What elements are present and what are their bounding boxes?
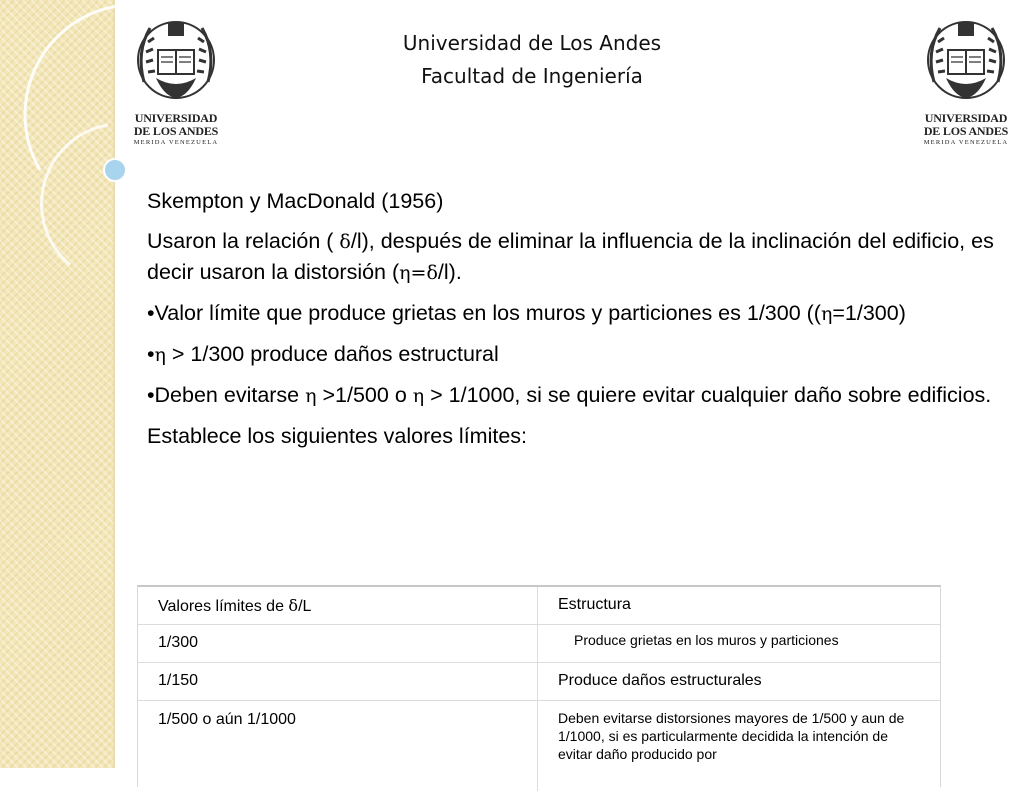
cell-limit: 1/500 o aún 1/1000	[138, 701, 538, 791]
paragraph-distortion	[147, 226, 997, 288]
limits-table	[137, 585, 941, 787]
text-fragment: /l), después de eliminar la influencia de la inclinación del edificio, es decir usaron la distorsión (	[147, 229, 994, 284]
text-fragment: /l).	[437, 260, 462, 284]
bullet-structural-damage	[147, 339, 997, 370]
university-title: Universidad de Los Andes	[402, 31, 662, 55]
eta-symbol: η	[305, 385, 317, 407]
logo-location: MERIDA VENEZUELA	[923, 139, 1009, 146]
logo-name-line2: DE LOS ANDES	[133, 124, 219, 138]
cell-structure: Produce grietas en los muros y particiones	[574, 632, 839, 648]
text-fragment: Usaron la relación (	[147, 229, 340, 253]
logo-name-line1: UNIVERSIDAD	[134, 111, 218, 125]
eta-symbol: η	[412, 385, 425, 407]
bullet-avoid-damage	[147, 380, 997, 411]
university-logo-left	[128, 12, 224, 152]
header-text: Valores límites de	[158, 598, 289, 615]
text-fragment: •Deben evitarse	[147, 383, 306, 407]
accent-dot	[104, 159, 126, 181]
table-header-row	[138, 587, 940, 625]
slide-body	[147, 186, 997, 461]
table-row	[138, 701, 940, 791]
delta-symbol: δ	[339, 231, 351, 253]
header-cell-structure: Estructura	[558, 596, 631, 613]
text-fragment: > 1/300 produce daños estructural	[165, 342, 499, 366]
text-fragment: =1/300)	[832, 301, 906, 325]
cell-structure: Deben evitarse distorsiones mayores de 1/500 y aun de 1/1000, si es particularmente decidida la intención de evitar daño producido por	[558, 710, 905, 762]
eta-symbol: η	[154, 344, 166, 366]
logo-name-line1: UNIVERSIDAD	[924, 111, 1008, 125]
bullet-mark: •	[147, 342, 155, 366]
eta-symbol: η	[820, 303, 833, 325]
university-crest-icon	[128, 12, 224, 110]
text-fragment: > 1/1000, si se quiere evitar cualquier daño sobre edificios.	[424, 383, 992, 407]
text-fragment: >1/500 o	[316, 383, 413, 407]
slide-title: Skempton y MacDonald (1956)	[147, 189, 444, 213]
header-text: /L	[298, 598, 312, 615]
header-cell-limits	[138, 587, 538, 624]
university-logo-right	[918, 12, 1014, 152]
faculty-title: Facultad de Ingeniería	[421, 64, 643, 88]
cell-limit: 1/300	[138, 625, 538, 662]
table-row	[138, 625, 940, 663]
closing-sentence: Establece los siguientes valores límites:	[147, 424, 528, 448]
cell-structure: Produce daños estructurales	[558, 672, 762, 689]
cell-limit: 1/150	[138, 663, 538, 700]
table-row	[138, 663, 940, 701]
logo-name-line2: DE LOS ANDES	[923, 124, 1009, 138]
delta-symbol: δ	[288, 596, 299, 615]
university-crest-icon	[918, 12, 1014, 110]
bullet-cracks-limit	[147, 298, 997, 329]
logo-location: MERIDA VENEZUELA	[133, 139, 219, 146]
text-fragment: •Valor límite que produce grietas en los muros y particiones es 1/300 ((	[147, 301, 821, 325]
eta-delta-symbol: η=δ	[399, 262, 438, 284]
